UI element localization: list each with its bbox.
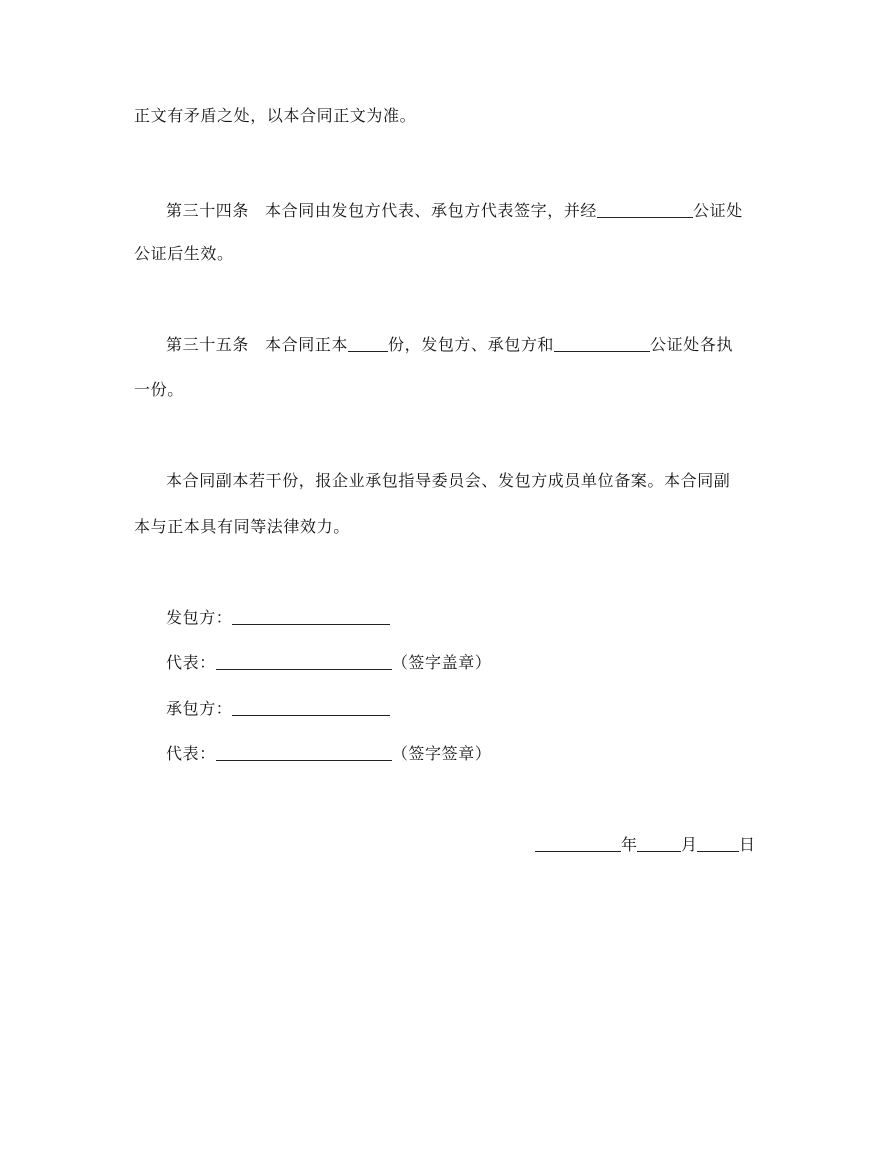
rep-label: 代表： xyxy=(166,744,216,763)
article-34-continuation: 公证后生效。 xyxy=(134,244,234,263)
rep-note: （签字盖章） xyxy=(391,653,492,672)
month-blank[interactable] xyxy=(637,836,681,852)
year-label: 年 xyxy=(621,835,638,854)
article-35-text-a: 本合同正本 xyxy=(265,335,349,354)
notary-blank[interactable] xyxy=(554,336,650,352)
copy-paragraph-text-1: 本合同副本若干份，报企业承包指导委员会、发包方成员单位备案。本合同副 xyxy=(166,471,731,490)
contractor-signature-row xyxy=(166,699,390,719)
article-34-line-1 xyxy=(166,201,743,221)
copy-paragraph-text-2: 本与正本具有同等法律效力。 xyxy=(134,517,350,536)
employer-blank[interactable] xyxy=(232,609,390,625)
article-35-text-c: 公证处各执 xyxy=(650,335,734,354)
employer-label: 发包方： xyxy=(166,608,233,627)
article-35-text-b: 份，发包方、承包方和 xyxy=(388,335,555,354)
copies-count-blank[interactable] xyxy=(348,336,388,352)
employer-rep-blank[interactable] xyxy=(216,654,392,670)
date-line xyxy=(535,835,755,855)
article-35-number: 第三十五条 xyxy=(166,335,250,354)
contractor-label: 承包方： xyxy=(166,699,233,718)
month-label: 月 xyxy=(681,835,698,854)
article-34-text: 本合同由发包方代表、承包方代表签字，并经 xyxy=(265,201,598,220)
rep-note: （签字签章） xyxy=(391,744,492,763)
day-label: 日 xyxy=(739,835,756,854)
article-34-line-2 xyxy=(134,244,234,264)
copy-paragraph-line-2 xyxy=(134,517,350,537)
day-blank[interactable] xyxy=(697,836,739,852)
year-blank[interactable] xyxy=(535,836,621,852)
article-35-line-2 xyxy=(134,380,184,400)
article-35-line-1 xyxy=(166,335,733,355)
article-35-continuation: 一份。 xyxy=(134,380,184,399)
contractor-rep-blank[interactable] xyxy=(216,745,392,761)
rep-label: 代表： xyxy=(166,653,216,672)
paragraph-text: 正文有矛盾之处，以本合同正文为准。 xyxy=(134,106,417,125)
notary-blank[interactable] xyxy=(597,202,693,218)
contractor-rep-row xyxy=(166,744,491,764)
employer-signature-row xyxy=(166,608,390,628)
article-34-number: 第三十四条 xyxy=(166,201,250,220)
paragraph-continuation xyxy=(134,106,416,126)
article-34-text-notary: 公证处 xyxy=(693,201,743,220)
copy-paragraph-line-1 xyxy=(166,471,730,491)
contractor-blank[interactable] xyxy=(232,700,390,716)
employer-rep-row xyxy=(166,653,491,673)
